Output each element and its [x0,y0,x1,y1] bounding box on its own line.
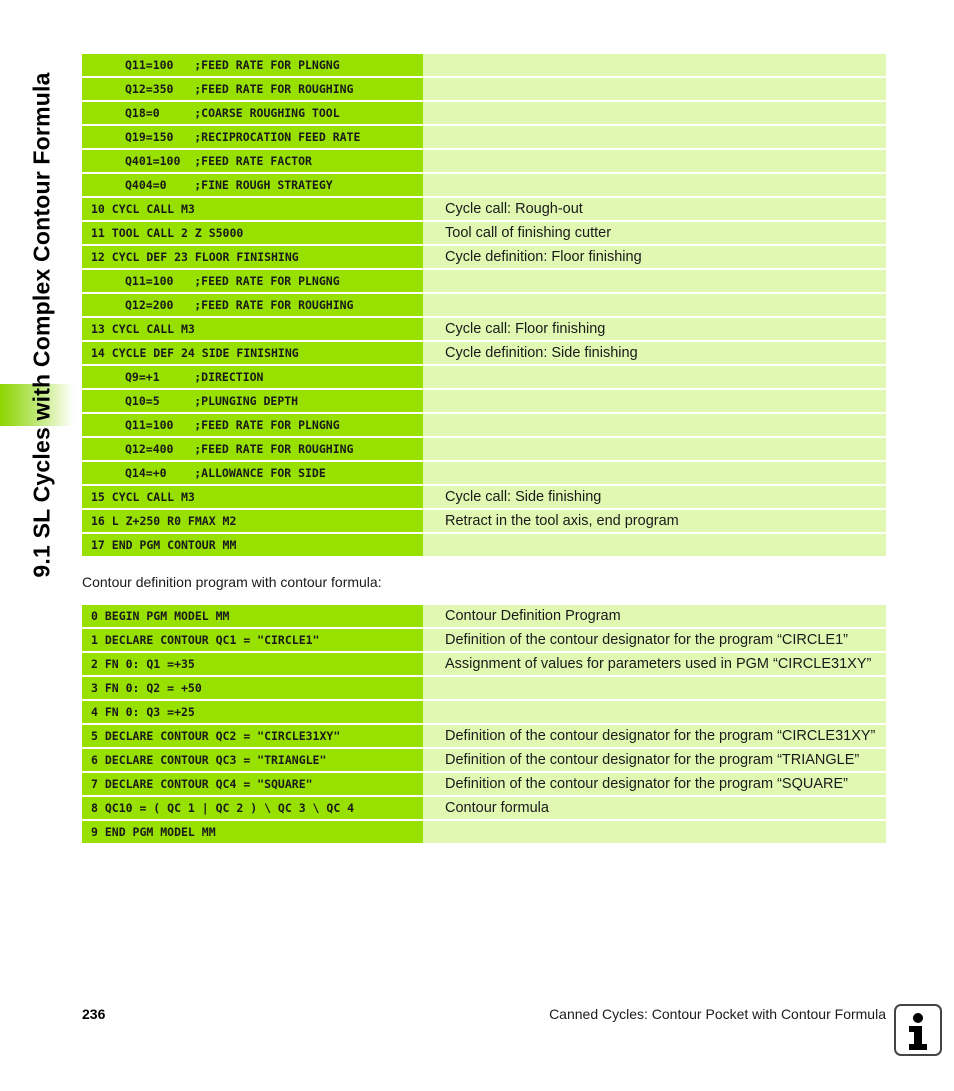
nc-code-cell: 2 FN 0: Q1 =+35 [82,653,423,675]
table-row [82,534,886,556]
description-cell [423,677,886,699]
table-row [82,198,886,220]
nc-code-cell: Q10=5 ;PLUNGING DEPTH [82,390,423,412]
info-icon [894,1004,942,1056]
nc-code-cell: 10 CYCL CALL M3 [82,198,423,220]
table-row [82,486,886,508]
description-cell [423,462,886,484]
nc-code-cell: Q401=100 ;FEED RATE FACTOR [82,150,423,172]
description-cell [423,438,886,460]
table-row [82,629,886,651]
table-row [82,102,886,124]
nc-code-cell: Q12=200 ;FEED RATE FOR ROUGHING [82,294,423,316]
table-row [82,510,886,532]
nc-code-cell: 14 CYCLE DEF 24 SIDE FINISHING [82,342,423,364]
table-row [82,749,886,771]
table-row [82,438,886,460]
nc-code-cell: 6 DECLARE CONTOUR QC3 = "TRIANGLE" [82,749,423,771]
description-cell: Cycle call: Rough-out [423,198,886,220]
description-cell [423,701,886,723]
table-row [82,318,886,340]
description-cell: Contour formula [423,797,886,819]
table-row [82,390,886,412]
description-cell: Definition of the contour designator for the program “TRIANGLE” [423,749,886,771]
nc-code-cell: Q404=0 ;FINE ROUGH STRATEGY [82,174,423,196]
nc-code-cell: Q11=100 ;FEED RATE FOR PLNGNG [82,270,423,292]
table-row [82,725,886,747]
table-row [82,701,886,723]
page-number: 236 [82,1006,106,1022]
nc-code-cell: 4 FN 0: Q3 =+25 [82,701,423,723]
description-cell: Definition of the contour designator for the program “CIRCLE1” [423,629,886,651]
table-row [82,222,886,244]
table-row [82,150,886,172]
table-row [82,605,886,627]
description-cell: Cycle call: Side finishing [423,486,886,508]
table-row [82,54,886,76]
nc-code-cell: 0 BEGIN PGM MODEL MM [82,605,423,627]
nc-code-cell: 12 CYCL DEF 23 FLOOR FINISHING [82,246,423,268]
nc-code-cell: 5 DECLARE CONTOUR QC2 = "CIRCLE31XY" [82,725,423,747]
table-row [82,366,886,388]
table-row [82,126,886,148]
table-row [82,78,886,100]
description-cell [423,366,886,388]
description-cell [423,102,886,124]
contour-definition-table [82,605,886,845]
contour-intro-text: Contour definition program with contour formula: [82,574,382,590]
nc-code-cell: Q12=400 ;FEED RATE FOR ROUGHING [82,438,423,460]
description-cell [423,150,886,172]
description-cell: Retract in the tool axis, end program [423,510,886,532]
nc-code-cell: 15 CYCL CALL M3 [82,486,423,508]
description-cell [423,534,886,556]
table-row [82,821,886,843]
description-cell [423,126,886,148]
nc-code-cell: Q14=+0 ;ALLOWANCE FOR SIDE [82,462,423,484]
nc-code-cell: 13 CYCL CALL M3 [82,318,423,340]
nc-code-cell: Q19=150 ;RECIPROCATION FEED RATE [82,126,423,148]
description-cell: Cycle definition: Side finishing [423,342,886,364]
description-cell: Cycle definition: Floor finishing [423,246,886,268]
nc-code-cell: 11 TOOL CALL 2 Z S5000 [82,222,423,244]
nc-code-cell: 9 END PGM MODEL MM [82,821,423,843]
table-row [82,174,886,196]
description-cell [423,414,886,436]
table-row [82,294,886,316]
description-cell: Tool call of finishing cutter [423,222,886,244]
description-cell: Assignment of values for parameters used in PGM “CIRCLE31XY” [423,653,886,675]
nc-code-cell: 17 END PGM CONTOUR MM [82,534,423,556]
description-cell [423,78,886,100]
nc-code-cell: Q18=0 ;COARSE ROUGHING TOOL [82,102,423,124]
description-cell [423,54,886,76]
table-row [82,677,886,699]
description-cell [423,270,886,292]
nc-code-cell: 1 DECLARE CONTOUR QC1 = "CIRCLE1" [82,629,423,651]
nc-code-cell: 8 QC10 = ( QC 1 | QC 2 ) \ QC 3 \ QC 4 [82,797,423,819]
table-row [82,797,886,819]
table-row [82,246,886,268]
description-cell [423,294,886,316]
table-row [82,773,886,795]
chapter-side-title: 9.1 SL Cycles with Complex Contour Formula [28,72,55,578]
description-cell [423,390,886,412]
description-cell: Contour Definition Program [423,605,886,627]
nc-code-cell: Q11=100 ;FEED RATE FOR PLNGNG [82,54,423,76]
nc-code-cell: 3 FN 0: Q2 = +50 [82,677,423,699]
program-listing-table [82,54,886,558]
nc-code-cell: Q11=100 ;FEED RATE FOR PLNGNG [82,414,423,436]
nc-code-cell: 7 DECLARE CONTOUR QC4 = "SQUARE" [82,773,423,795]
footer-title: Canned Cycles: Contour Pocket with Contour Formula [549,1006,886,1022]
table-row [82,270,886,292]
description-cell: Definition of the contour designator for the program “SQUARE” [423,773,886,795]
description-cell [423,174,886,196]
nc-code-cell: Q12=350 ;FEED RATE FOR ROUGHING [82,78,423,100]
table-row [82,414,886,436]
table-row [82,342,886,364]
table-row [82,462,886,484]
description-cell: Cycle call: Floor finishing [423,318,886,340]
description-cell: Definition of the contour designator for the program “CIRCLE31XY” [423,725,886,747]
nc-code-cell: Q9=+1 ;DIRECTION [82,366,423,388]
nc-code-cell: 16 L Z+250 R0 FMAX M2 [82,510,423,532]
description-cell [423,821,886,843]
table-row [82,653,886,675]
